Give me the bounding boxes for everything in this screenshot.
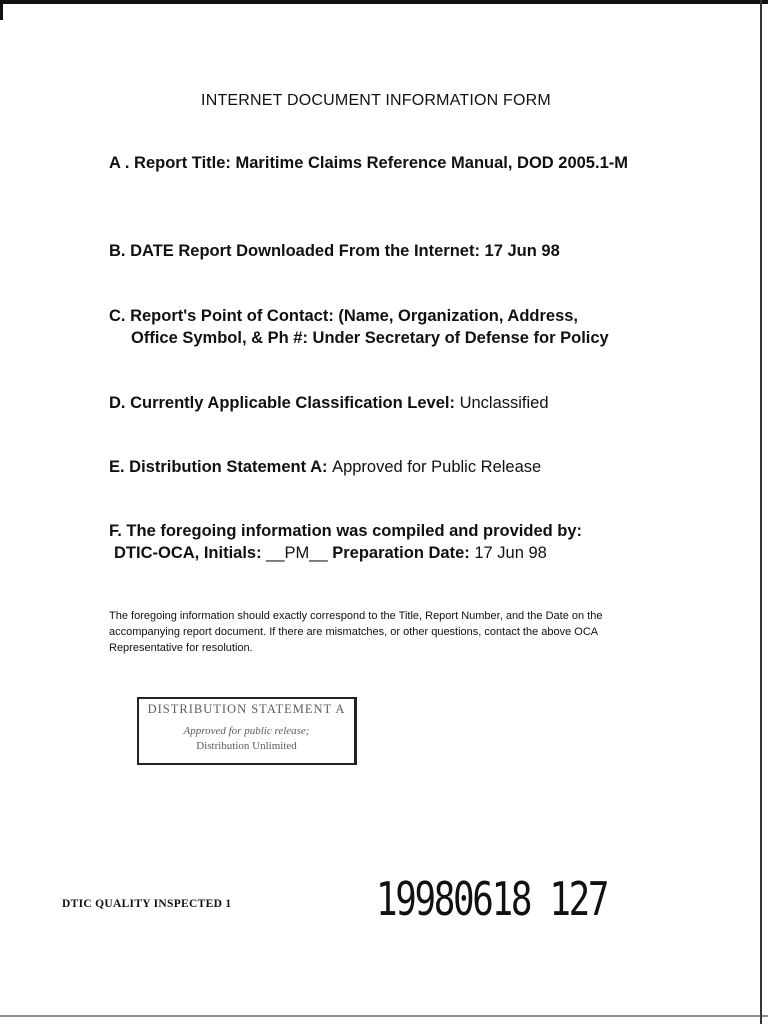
scan-bottom-border (0, 1015, 768, 1017)
field-a-value: Maritime Claims Reference Manual, DOD 2005.1-M (235, 154, 628, 172)
field-e-label: E. Distribution Statement A: (109, 458, 328, 476)
correspondence-note: The foregoing information should exactly correspond to the Title, Report Number, and the Date on the accompanying report document. If there are mismatches, or other questions, contact the above OCA Representative for resolution. (109, 610, 603, 654)
field-c-label: C. Report's Point of Contact: (Name, Organization, Address, (109, 307, 579, 325)
field-f-label: F. The foregoing information was compiled and provided by: (109, 522, 583, 540)
stamp-line-3: Distribution Unlimited (196, 740, 297, 752)
form-title: INTERNET DOCUMENT INFORMATION FORM (201, 92, 551, 109)
field-c-line2: Office Symbol, & Ph #: Under Secretary of Defense for Policy (131, 329, 609, 347)
scan-corner-mark (0, 4, 3, 20)
field-classification (109, 392, 654, 414)
field-date-downloaded (109, 240, 654, 262)
field-compiled-by (109, 520, 669, 564)
field-distribution (109, 456, 654, 478)
field-f-initials: __PM__ (266, 544, 328, 562)
field-f-line2-label: DTIC-OCA, Initials: (114, 544, 267, 562)
distribution-stamp (137, 697, 357, 765)
scan-top-border (0, 0, 768, 4)
field-d-value: Unclassified (459, 394, 549, 412)
field-a-label: A . Report Title: (109, 154, 236, 172)
field-point-of-contact (109, 305, 654, 349)
field-f-prep-label: Preparation Date: (327, 544, 470, 562)
accession-number: 19980618 127 (376, 872, 608, 926)
field-b-label: B. DATE Report Downloaded From the Internet: (109, 242, 485, 260)
dtic-quality-stamp: DTIC QUALITY INSPECTED 1 (62, 898, 232, 910)
field-e-value: Approved for Public Release (332, 458, 542, 476)
field-report-title (109, 152, 654, 174)
stamp-line-1: DISTRIBUTION STATEMENT A (147, 702, 346, 716)
field-d-label: D. Currently Applicable Classification Level: (109, 394, 455, 412)
field-f-prep-value: 17 Jun 98 (474, 544, 547, 562)
stamp-line-2: Approved for public release; (183, 725, 310, 737)
scan-right-border (760, 0, 762, 1024)
field-b-value: 17 Jun 98 (484, 242, 560, 260)
